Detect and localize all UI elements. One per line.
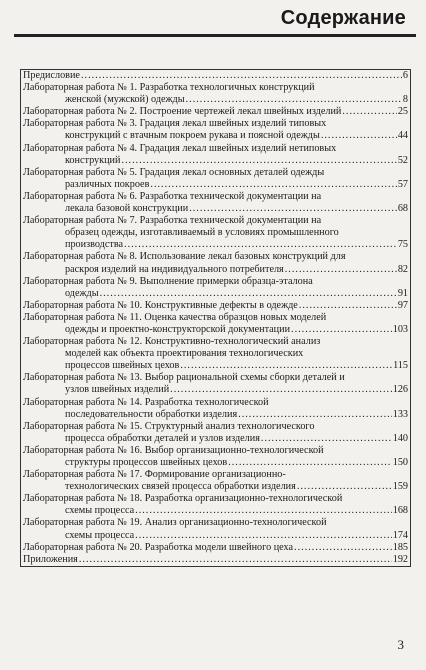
toc-entry-text: Лабораторная работа № 5. Градация лекал основных деталей одежды (23, 166, 325, 178)
toc-page-number: 168 (392, 505, 408, 517)
toc-entry-text: Лабораторная работа № 16. Выбор организационно-технологической (23, 444, 324, 456)
dot-leader (180, 360, 392, 372)
dot-leader (291, 324, 392, 336)
toc-entry-text: Лабораторная работа № 15. Структурный анализ технологического (23, 420, 315, 432)
toc-entry-text: Лабораторная работа № 11. Оценка качества образцов новых моделей (23, 311, 327, 323)
toc-page-number: 97 (397, 299, 408, 311)
toc-entry-text: моделей как объекта проектирования технологических (65, 348, 304, 360)
title-rule (14, 34, 416, 37)
dot-leader (121, 155, 396, 167)
dot-leader (299, 300, 397, 312)
dot-leader (321, 130, 397, 142)
toc-page-number: 115 (393, 360, 408, 372)
toc-entry[interactable] (21, 554, 410, 566)
toc-page-number: 159 (392, 481, 408, 493)
toc-entry[interactable] (21, 517, 410, 541)
dot-leader (342, 106, 396, 118)
dot-leader (81, 70, 402, 82)
toc-entry[interactable] (21, 70, 410, 82)
toc-entry-text: Лабораторная работа № 9. Выполнение примерки образца-эталона (23, 275, 313, 287)
dot-leader (150, 179, 396, 191)
dot-leader (135, 530, 392, 542)
toc-entry-text: последовательности обработки изделия (65, 408, 238, 420)
toc-entry[interactable] (21, 372, 410, 396)
toc-entry-text: Лабораторная работа № 8. Использование лекал базовых конструкций для (23, 251, 346, 263)
toc-entry-text: Лабораторная работа № 20. Разработка модели швейного цеха (23, 541, 294, 553)
toc-page-number: 174 (392, 529, 408, 541)
toc-entry-text: женской (мужской) одежды (65, 94, 185, 106)
toc-entry[interactable] (21, 167, 410, 191)
dot-leader (170, 384, 392, 396)
toc-page-number: 192 (392, 553, 408, 565)
toc-entry[interactable] (21, 106, 410, 118)
toc-entry-text: одежды и проектно-конструкторской документации (65, 323, 291, 335)
toc-entry-text: образец одежды, изготавливаемый в условиях промышленного (65, 227, 339, 239)
dot-leader (186, 94, 402, 106)
toc-entry-text: технологических связей процесса обработки изделия (65, 481, 296, 493)
toc-entry-text: раскроя изделий на индивидуального потребителя (65, 263, 284, 275)
toc-entry[interactable] (21, 300, 410, 312)
toc-page-number: 44 (397, 130, 408, 142)
toc-entry-text: Предисловие (23, 70, 80, 81)
toc-entry-text: Лабораторная работа № 1. Разработка технологичных конструкций (23, 82, 315, 94)
dot-leader (261, 433, 392, 445)
toc-entry-text: Лабораторная работа № 12. Конструктивно-технологический анализ (23, 336, 321, 348)
toc-entry-text: различных покроев (65, 178, 150, 190)
toc-entry[interactable] (21, 82, 410, 106)
toc-entry[interactable] (21, 118, 410, 142)
toc-entry[interactable] (21, 312, 410, 336)
toc-entry[interactable] (21, 469, 410, 493)
toc-entry-text: одежды (65, 287, 99, 299)
toc-entry-text: Лабораторная работа № 6. Разработка технической документации на (23, 190, 322, 202)
toc-page-number: 82 (397, 263, 408, 275)
dot-leader (100, 288, 397, 300)
toc-entry-text: Лабораторная работа № 19. Анализ организационно-технологической (23, 517, 327, 529)
toc-page-number: 57 (397, 178, 408, 190)
toc-page-number: 126 (392, 384, 408, 396)
dot-leader (124, 239, 397, 251)
toc-entry[interactable] (21, 191, 410, 215)
toc-entry-text: Приложения (23, 553, 78, 565)
dot-leader (189, 203, 397, 215)
toc-entry-text: узлов швейных изделий (65, 384, 170, 396)
toc-page-number: 185 (392, 541, 408, 553)
toc-page-number: 140 (392, 432, 408, 444)
toc-entry-text: процесса обработки деталей и узлов изделия (65, 432, 260, 444)
toc-entry-text: Лабораторная работа № 17. Формирование организационно- (23, 469, 286, 481)
dot-leader (135, 505, 392, 517)
toc-page-number: 75 (397, 239, 408, 251)
toc-entry-text: Лабораторная работа № 3. Градация лекал швейных изделий типовых (23, 118, 327, 130)
toc-page-number: 25 (397, 106, 408, 118)
toc-entry-text: схемы процесса (65, 529, 135, 541)
toc-entry-text: Лабораторная работа № 10. Конструктивные дефекты в одежде (23, 299, 298, 311)
toc-entry-text: Лабораторная работа № 4. Градация лекал швейных изделий нетиповых (23, 142, 337, 154)
toc-entry[interactable] (21, 445, 410, 469)
toc-page-number: 68 (397, 203, 408, 215)
toc-entry-text: лекала базовой конструкции (65, 203, 189, 215)
toc-entry-text: Лабораторная работа № 2. Построение чертежей лекал швейных изделий (23, 106, 342, 118)
toc-entry[interactable] (21, 493, 410, 517)
toc-entry[interactable] (21, 276, 410, 300)
toc-entry-text: производства (65, 239, 124, 251)
toc-entry-text: Лабораторная работа № 18. Разработка организационно-технологической (23, 493, 343, 505)
dot-leader (285, 264, 397, 276)
dot-leader (79, 554, 392, 566)
toc-page-number: 8 (402, 94, 408, 106)
dot-leader (294, 542, 392, 554)
toc-page-number: 133 (392, 408, 408, 420)
toc-entry-text: конструкций с втачным покроем рукава и поясной одежды (65, 130, 320, 142)
toc-entry[interactable] (21, 143, 410, 167)
dot-leader (228, 457, 392, 469)
toc-page-number: 52 (397, 154, 408, 166)
toc-entry-text: структуры процессов швейных цехов (65, 457, 228, 468)
toc-entry-text: схемы процесса (65, 505, 135, 517)
toc-entry[interactable] (21, 215, 410, 251)
toc-entry-text: Лабораторная работа № 7. Разработка технической документации на (23, 215, 322, 227)
toc-entry-text: Лабораторная работа № 14. Разработка технологической (23, 396, 269, 408)
toc-entry[interactable] (21, 336, 410, 372)
toc-entry-text: конструкций (65, 154, 121, 166)
dot-leader (238, 409, 392, 421)
toc-entry-text: процессов швейных цехов (65, 360, 180, 372)
toc-page-number: 91 (397, 287, 408, 299)
page-title: Содержание (280, 7, 406, 29)
toc-entry[interactable] (21, 421, 410, 445)
dot-leader (297, 481, 392, 493)
toc-entry[interactable] (21, 542, 410, 554)
toc-page-number: 103 (392, 323, 408, 335)
page-number: 3 (397, 637, 404, 652)
toc-page-number: 6 (402, 70, 408, 81)
toc-entry[interactable] (21, 251, 410, 275)
toc-entry[interactable] (21, 397, 410, 421)
toc-page-number: 150 (392, 457, 408, 468)
table-of-contents (20, 69, 411, 567)
toc-entry-text: Лабораторная работа № 13. Выбор рациональной схемы сборки деталей и (23, 372, 345, 384)
